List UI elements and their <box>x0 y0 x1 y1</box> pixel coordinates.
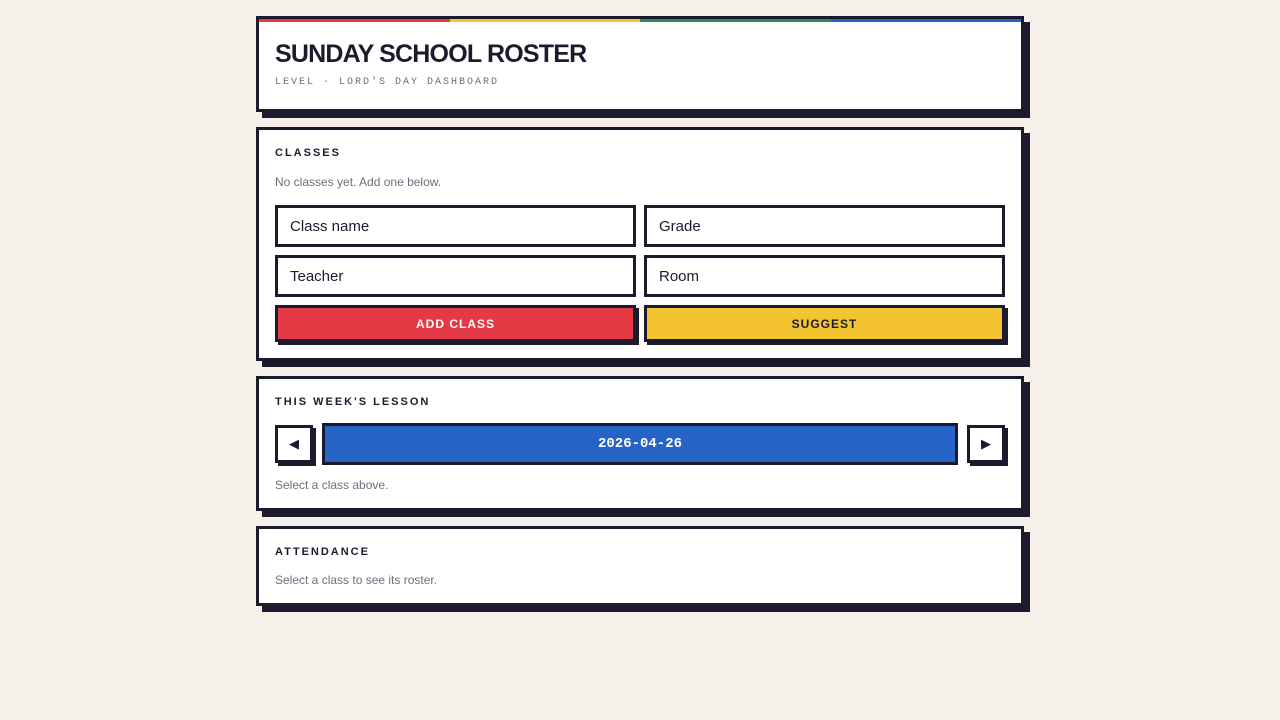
teacher-input[interactable] <box>275 255 636 297</box>
triangle-left-icon: ◀ <box>289 436 299 452</box>
attendance-hint: Select a class to see its roster. <box>275 573 438 587</box>
stripe-green <box>640 19 831 22</box>
next-week-button[interactable] <box>967 425 1005 463</box>
attendance-heading: ATTENDANCE <box>275 546 370 558</box>
lesson-heading: THIS WEEK'S LESSON <box>275 396 431 408</box>
color-stripe <box>259 19 1021 22</box>
lesson-date-button[interactable]: 2026-04-26 <box>322 423 958 465</box>
add-class-form <box>275 205 1005 342</box>
grade-input[interactable] <box>644 205 1005 247</box>
lesson-hint: Select a class above. <box>275 478 389 492</box>
stripe-blue <box>831 19 1022 22</box>
lesson-card <box>256 376 1024 511</box>
stripe-red <box>259 19 450 22</box>
suggest-button[interactable]: SUGGEST <box>644 305 1005 342</box>
classes-card <box>256 127 1024 361</box>
classes-heading: CLASSES <box>275 147 341 159</box>
page-title: SUNDAY SCHOOL ROSTER <box>275 40 587 68</box>
classes-empty-message: No classes yet. Add one below. <box>275 175 442 189</box>
class-name-input[interactable] <box>275 205 636 247</box>
room-input[interactable] <box>644 255 1005 297</box>
page-subtitle: LEVEL · LORD'S DAY DASHBOARD <box>275 77 500 88</box>
attendance-card <box>256 526 1024 606</box>
triangle-right-icon: ▶ <box>981 436 991 452</box>
header-card <box>256 16 1024 112</box>
add-class-button[interactable]: ADD CLASS <box>275 305 636 342</box>
app-container <box>256 16 1024 621</box>
previous-week-button[interactable] <box>275 425 313 463</box>
week-navigator <box>275 423 1005 465</box>
stripe-yellow <box>450 19 641 22</box>
